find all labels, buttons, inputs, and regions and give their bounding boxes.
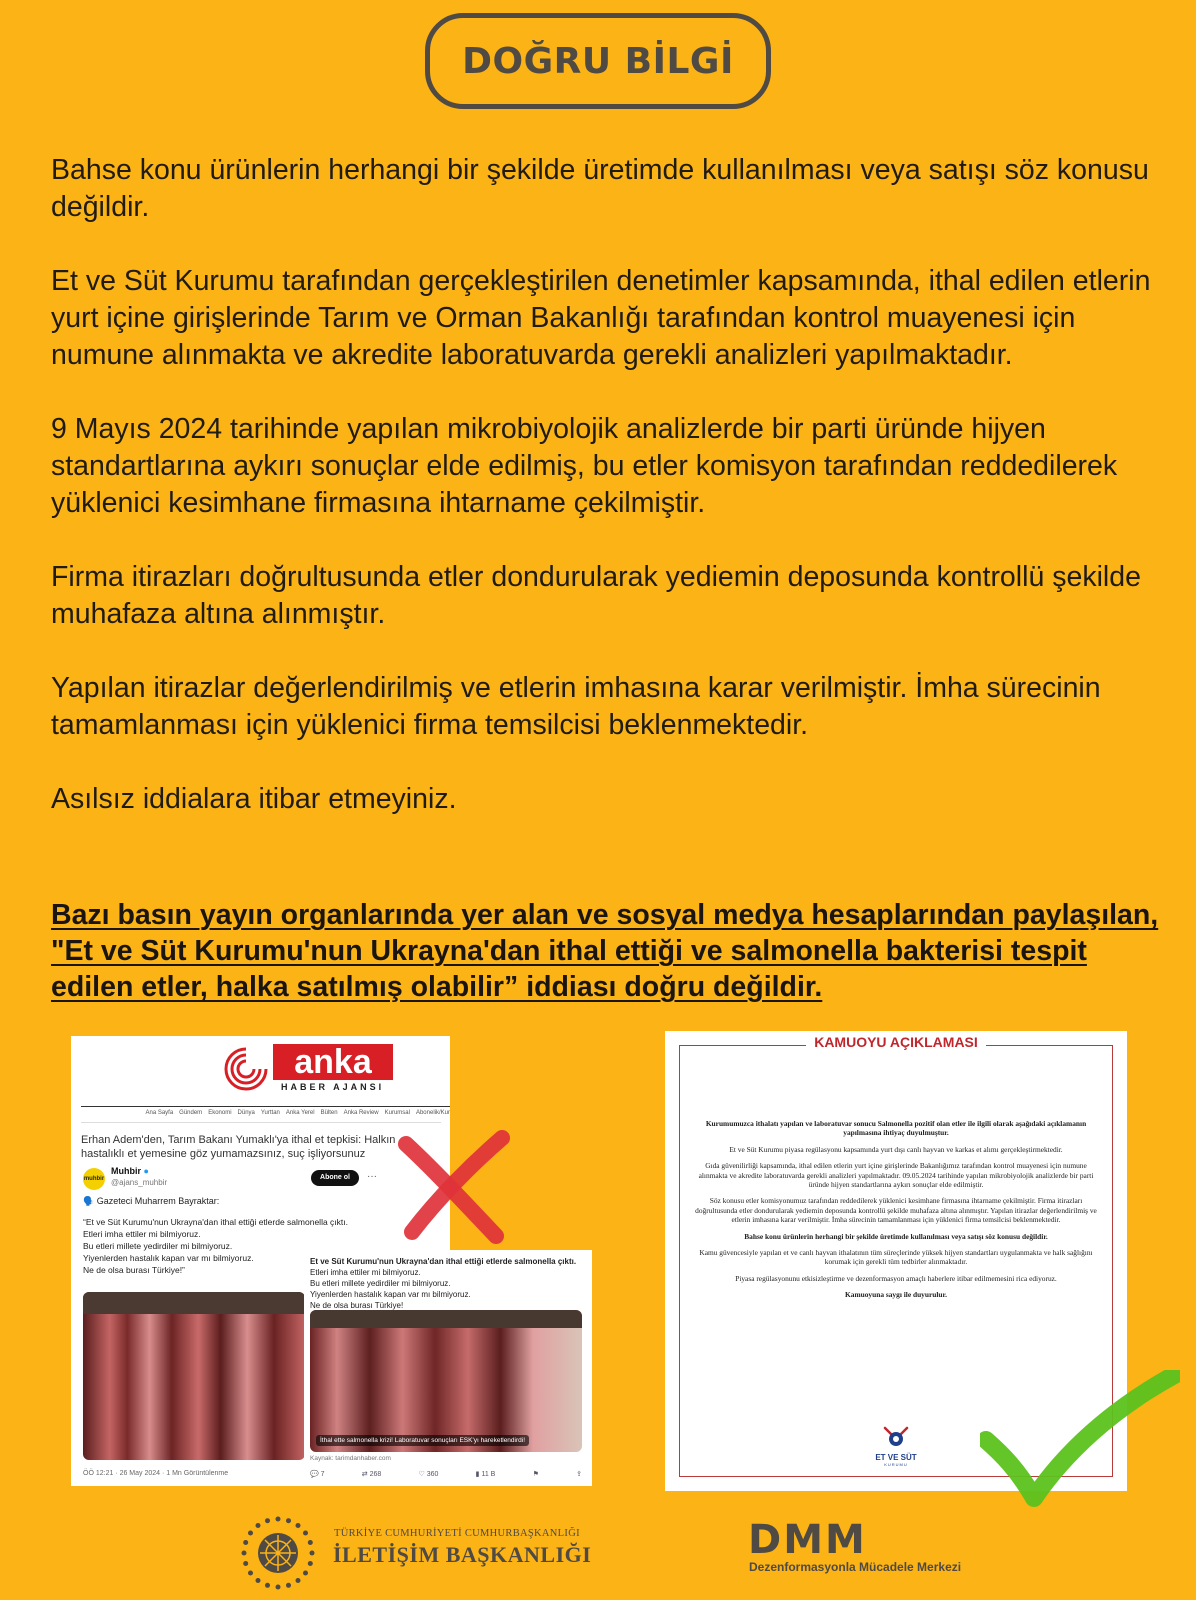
statement-body bbox=[695, 1119, 1097, 1307]
nav-item[interactable]: Abonelik/Kur bbox=[415, 1110, 450, 1116]
like-count[interactable]: ♡ 360 bbox=[418, 1471, 439, 1478]
quoted-post bbox=[304, 1250, 592, 1486]
nav-item[interactable]: Ekonomi bbox=[208, 1110, 232, 1116]
more-icon[interactable]: ··· bbox=[367, 1171, 377, 1182]
nav-item[interactable]: Ana Sayfa bbox=[145, 1110, 174, 1116]
photo-caption: İthal ette salmonella krizi! Laboratuvar sonuçları ESK'yı hareketlendirdi! bbox=[316, 1435, 529, 1446]
bookmark-icon[interactable]: ⚑ bbox=[532, 1471, 539, 1478]
paragraph-2: Et ve Süt Kurumu tarafından gerçekleştirilen denetimler kapsamında, ithal edilen etlerin yurt içine girişlerinde Tarım ve Orman Bakanlığı tarafından kontrol muayenesi için numune alınmakta ve akredite laboratuvarda gerekli analizleri yapılmaktadır. bbox=[51, 265, 1151, 371]
quote-line: Ne de olsa burası Türkiye!” bbox=[83, 1265, 185, 1275]
share-icon[interactable]: ⇪ bbox=[576, 1471, 582, 1478]
tweet-account-handle: @ajans_muhbir bbox=[111, 1178, 168, 1187]
paragraph-3: 9 Mayıs 2024 tarihinde yapılan mikrobiyolojik analizlerde bir parti üründe hijyen standartlarına aykırı sonuçlar elde edilmiş, bu etler komisyon tarafından reddedilerek yüklenici kesimhane firmasına ihtarname çekilmiştir. bbox=[51, 413, 1118, 519]
view-count[interactable]: ▮ 11 B bbox=[475, 1471, 496, 1478]
meat-photo[interactable] bbox=[310, 1310, 582, 1452]
dmm-logo: DMM bbox=[748, 1517, 867, 1563]
dogru-bilgi-bubble bbox=[425, 13, 771, 109]
body-text bbox=[51, 152, 1161, 818]
iletisim-emblem-icon bbox=[238, 1513, 318, 1593]
verified-icon: ● bbox=[143, 1166, 149, 1176]
esk-logo-name: ET VE SÜT bbox=[875, 1453, 917, 1462]
paragraph-5: Yapılan itirazlar değerlendirilmiş ve etlerin imhasına karar verilmiştir. İmha sürecinin tamamlanması için yüklenici firma temsilcisi beklenmektedir. bbox=[51, 672, 1101, 741]
source-label: Kaynak: tarimdanhaber.com bbox=[310, 1455, 391, 1462]
false-cross-icon bbox=[392, 1128, 510, 1246]
nav-item[interactable]: Dünya bbox=[237, 1110, 255, 1116]
iletisim-org-name: İLETİŞİM BAŞKANLIĞI bbox=[333, 1542, 592, 1567]
esk-logo bbox=[861, 1426, 931, 1474]
meat-photo bbox=[83, 1292, 305, 1460]
nav-item[interactable]: Bülten bbox=[320, 1110, 338, 1116]
paragraph-6: Asılsız iddialara itibar etmeyiniz. bbox=[51, 783, 457, 815]
tweet-reporter: 🗣️ Gazeteci Muharrem Bayraktar: bbox=[83, 1196, 220, 1206]
tweet-account-name[interactable]: Muhbir ● bbox=[111, 1166, 149, 1176]
follow-button[interactable]: Abone ol bbox=[311, 1170, 359, 1186]
tweet-time: ÖÖ 12:21 · 26 May 2024 · 1 Mn Görüntülenme bbox=[83, 1470, 229, 1477]
quote-line: Bu etleri millete yedirdiler mi bilmiyoruz. bbox=[310, 1279, 451, 1288]
quote-line: Etleri imha ettiler mi bilmiyoruz. bbox=[83, 1229, 201, 1239]
page-title: DOĞRU BİLGİ bbox=[462, 40, 734, 82]
esk-logo-sub: KURUMU bbox=[884, 1462, 908, 1467]
paragraph-1: Bahse konu ürünlerin herhangi bir şekilde üretimde kullanılması veya satışı söz konusu değildir. bbox=[51, 154, 1149, 223]
nav-item[interactable]: Gündem bbox=[179, 1110, 203, 1116]
quote-line: Yiyenlerden hastalık kapan var mı bilmiyoruz. bbox=[310, 1290, 471, 1299]
anka-wordmark: anka bbox=[273, 1044, 393, 1080]
claim-headline: Bazı basın yayın organlarında yer alan ve sosyal medya hesaplarından paylaşılan, "Et ve Süt Kurumu'nun Ukrayna'dan ithal ettiği ve salmonella bakterisi tespit edilen etler, halka satılmış olabilir” iddiası doğru değildir. bbox=[51, 899, 1159, 1003]
nav-item[interactable]: Yurttan bbox=[260, 1110, 280, 1116]
quote-line: Et ve Süt Kurumu'nun Ukrayna'dan ithal ettiği etlerde salmonella çıktı. bbox=[310, 1257, 577, 1266]
tweet-stats bbox=[310, 1470, 582, 1478]
news-headline: Erhan Adem'den, Tarım Bakanı Yumaklı'ya ithal et tepkisi: Halkın hastalıklı et yemesine göz yumamazsınız, suç işliyorsunuz bbox=[81, 1122, 441, 1161]
nav-item[interactable]: Anka Yerel bbox=[285, 1110, 315, 1116]
anka-nav bbox=[81, 1106, 450, 1116]
quote-line: Bu etleri millete yedirdiler mi bilmiyoruz. bbox=[83, 1241, 233, 1251]
quote-line: “Et ve Süt Kurumu'nun Ukrayna'dan ithal ettiği etlerde salmonella çıktı. bbox=[83, 1217, 348, 1227]
statement-paragraph: Piyasa regülasyonunu etkisizleştirme ve dezenformasyon amaçlı haberlere itibar edilmemesini rica ediyoruz. bbox=[735, 1273, 1057, 1283]
statement-paragraph: Kamu güvencesiyle yapılan et ve canlı hayvan ithalatının tüm süreçlerinde yüksek hijyen standartları uygulanmakta ve halk sağlığını korumak için gerekli tüm tedbirler alınmaktadır. bbox=[699, 1248, 1093, 1267]
statement-paragraph: Kurumumuzca ithalatı yapılan ve laboratuvar sonucu Salmonella pozitif olan etler ile ilgili olarak aşağıdaki açıklamanın yapılmasına ihtiyaç duyulmuştur. bbox=[705, 1119, 1087, 1138]
reply-count[interactable]: 💬 7 bbox=[310, 1471, 325, 1478]
statement-title: KAMUOYU AÇIKLAMASI bbox=[665, 1034, 1127, 1050]
statement-paragraph: Bahse konu ürünlerin herhangi bir şekilde üretimde kullanılması veya satışı söz konusu değildir. bbox=[744, 1231, 1048, 1241]
anka-logo bbox=[221, 1040, 401, 1100]
nav-item[interactable]: Anka Review bbox=[343, 1110, 379, 1116]
nav-item[interactable]: Kurumsal bbox=[384, 1110, 410, 1116]
esk-emblem-icon bbox=[883, 1426, 909, 1448]
quote-line: Etleri imha ettiler mi bilmiyoruz. bbox=[310, 1268, 421, 1277]
quote-line: Ne de olsa burası Türkiye! bbox=[310, 1301, 404, 1310]
anka-subtitle: HABER AJANSI bbox=[281, 1082, 385, 1092]
avatar[interactable]: muhbir bbox=[83, 1168, 105, 1190]
statement-paragraph: Söz konusu etler komisyonumuz tarafından reddedilerek yüklenici kesimhane firmasına ihtarname çekilmiştir. Firma itirazları doğrultusunda etler dondurularak yediemin deposunda kontrollü şekilde muhafaza altına alınmıştır. Yapılan itirazlar değerlendirilmiş ve etlerin imhasına karar verilmiştir. İmha sürecinin tamamlanması için yüklenici firma temsilcisi beklenmektedir. bbox=[695, 1196, 1097, 1225]
iletisim-org-top: TÜRKİYE CUMHURİYETİ CUMHURBAŞKANLIĞI bbox=[334, 1528, 580, 1539]
statement-paragraph: Et ve Süt Kurumu piyasa regülasyonu kapsamında yurt dışı canlı hayvan ve karkas et alımı gerçekleştirmektedir. bbox=[729, 1144, 1063, 1154]
retweet-count[interactable]: ⇄ 268 bbox=[361, 1471, 382, 1478]
dmm-subtitle: Dezenformasyonla Mücadele Merkezi bbox=[749, 1560, 962, 1574]
statement-paragraph: Gıda güvenilirliği kapsamında, ithal edilen etlerin yurt içine girişlerinde Bakanlığımız tarafından kontrol muayenesi için numune alınmakta ve akredite laboratuvarda gerekli analizleri yapılmaktadır. 09.05.2024 tarihinde yapılan mikrobiyolojik analizlerde bir parti üründe hijyen standartlarına aykırı sonuçlar elde edilmiştir. bbox=[698, 1161, 1094, 1190]
inner-quote bbox=[310, 1256, 590, 1311]
anka-swirl-icon bbox=[221, 1044, 271, 1094]
true-check-icon bbox=[980, 1370, 1180, 1510]
paragraph-4: Firma itirazları doğrultusunda etler dondurularak yediemin deposunda kontrollü şekilde muhafaza altına alınmıştır. bbox=[51, 561, 1141, 630]
statement-paragraph: Kamuoyuna saygı ile duyurulur. bbox=[845, 1290, 947, 1300]
quote-line: Yiyenlerden hastalık kapan var mı bilmiyoruz. bbox=[83, 1253, 254, 1263]
